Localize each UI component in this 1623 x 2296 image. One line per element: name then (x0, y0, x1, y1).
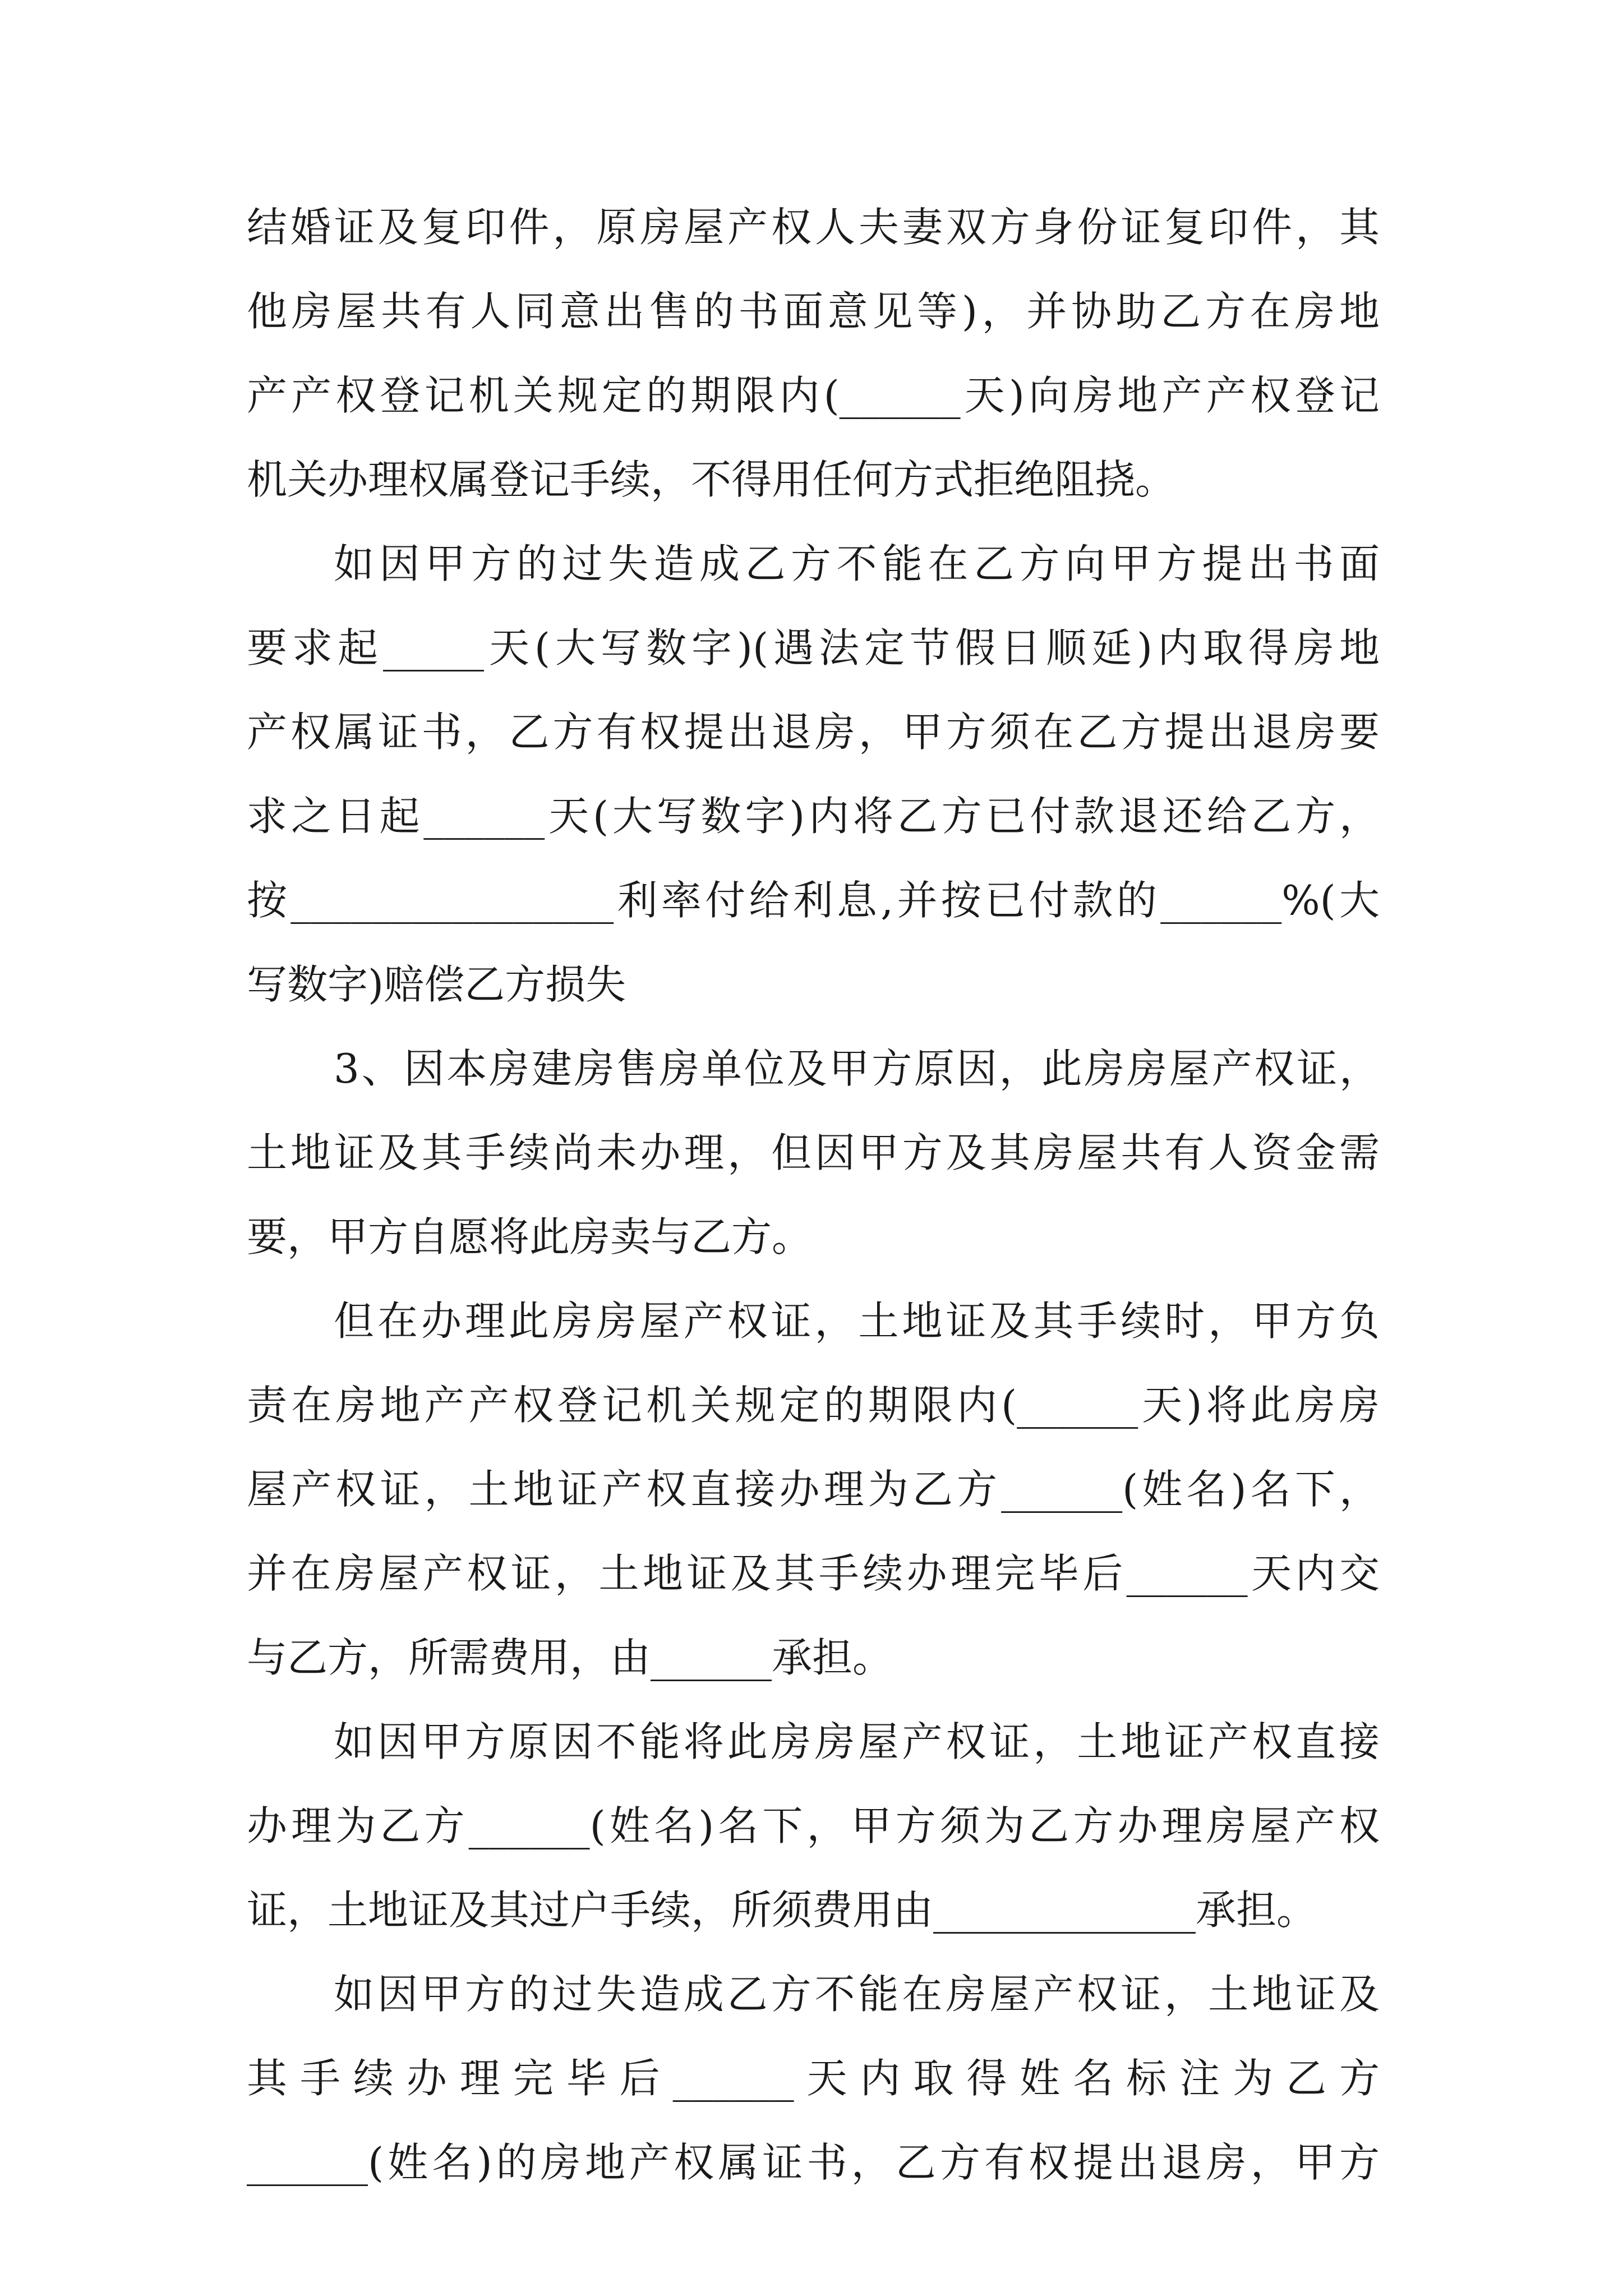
text-line: 机关办理权属登记手续，不得用任何方式拒绝阻挠。 (247, 456, 1176, 503)
text-line: 写数字)赔偿乙方损失 (247, 961, 626, 1008)
text-line: 3、因本房建房售房单位及甲方原因，此房房屋产权证， (334, 1045, 1380, 1092)
text-line: 并在房屋产权证，土地证及其手续办理完毕后______天内交 (247, 1550, 1380, 1597)
text-line: 但在办理此房房屋产权证，土地证及其手续时，甲方负 (334, 1297, 1380, 1345)
text-line: 与乙方，所需费用，由______承担。 (247, 1634, 893, 1681)
text-line: 其手续办理完毕后______天内取得姓名标注为乙方 (247, 2055, 1380, 2102)
text-line: 产权属证书，乙方有权提出退房，甲方须在乙方提出退房要 (247, 708, 1380, 756)
text-line: 产产权登记机关规定的期限内(______天)向房地产产权登记 (247, 372, 1380, 419)
text-line: 结婚证及复印件，原房屋产权人夫妻双方身份证复印件，其 (247, 204, 1380, 251)
text-line: 如因甲方的过失造成乙方不能在房屋产权证，土地证及 (334, 1971, 1380, 2018)
text-line: 他房屋共有人同意出售的书面意见等)，并协助乙方在房地 (247, 288, 1380, 335)
text-line: 土地证及其手续尚未办理，但因甲方及其房屋共有人资金需 (247, 1129, 1380, 1176)
text-line: 按________________利率付给利息,并按已付款的______%(大 (247, 877, 1380, 924)
text-line: 要求起_____天(大写数字)(遇法定节假日顺延)内取得房地 (247, 624, 1380, 671)
text-line: 要，甲方自愿将此房卖与乙方。 (247, 1213, 813, 1260)
text-line: ______(姓名)的房地产权属证书，乙方有权提出退房，甲方 (247, 2139, 1380, 2186)
text-line: 如因甲方原因不能将此房房屋产权证，土地证产权直接 (334, 1718, 1380, 1765)
text-line: 如因甲方的过失造成乙方不能在乙方向甲方提出书面 (334, 540, 1380, 587)
text-line: 求之日起______天(大写数字)内将乙方已付款退还给乙方， (247, 793, 1380, 840)
text-line: 屋产权证，土地证产权直接办理为乙方______(姓名)名下， (247, 1466, 1380, 1513)
text-line: 办理为乙方______(姓名)名下，甲方须为乙方办理房屋产权 (247, 1802, 1380, 1849)
text-line: 证，土地证及其过户手续，所须费用由_____________承担。 (247, 1887, 1317, 1934)
text-line: 责在房地产产权登记机关规定的期限内(______天)将此房房 (247, 1382, 1380, 1429)
